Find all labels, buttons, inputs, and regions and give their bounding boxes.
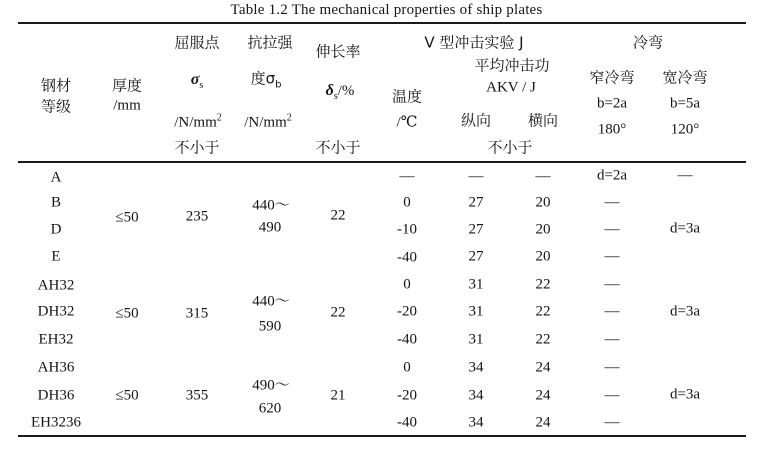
temp-cell: -40	[397, 414, 417, 431]
longitudinal-cell: 31	[468, 276, 484, 293]
transverse-cell: 24	[535, 414, 551, 431]
transverse-cell: 24	[535, 387, 551, 404]
header-thickness-line1: 厚度	[111, 76, 143, 95]
transverse-cell: 22	[535, 303, 551, 320]
yield-cell: 235	[185, 208, 209, 225]
header-steel-grade-line2: 等级	[40, 97, 72, 116]
transverse-cell: 20	[535, 194, 551, 211]
elongation-cell: 21	[330, 387, 346, 404]
header-bend-wide-angle: 120°	[670, 121, 700, 138]
table-caption: Table 1.2 The mechanical properties of ship plates	[230, 2, 543, 18]
header-impact-longitudinal: 纵向	[460, 111, 492, 130]
narrow-bend-cell: d=2a	[596, 167, 628, 184]
tensile-cell-line1: 490～	[252, 377, 290, 394]
transverse-cell: 22	[535, 276, 551, 293]
longitudinal-cell: 34	[468, 414, 484, 431]
header-tensile-unit: $/N/mm^2$	[244, 112, 292, 131]
top-rule	[18, 22, 746, 24]
narrow-bend-cell: —	[604, 276, 620, 293]
elongation-cell: 22	[330, 304, 346, 321]
transverse-cell: 20	[535, 221, 551, 238]
narrow-bend-cell: —	[604, 194, 620, 211]
header-impact-transverse: 横向	[527, 111, 559, 130]
bottom-rule	[18, 435, 746, 437]
header-yield-min: 不小于	[174, 138, 220, 157]
transverse-cell: —	[535, 168, 551, 185]
header-impact-min: 不小于	[487, 138, 533, 157]
header-bend-narrow-ratio: b=2a	[596, 95, 628, 112]
header-bend-narrow: 窄冷弯	[589, 68, 635, 87]
temp-cell: -40	[397, 331, 417, 348]
header-impact-akv: AKV / J	[486, 79, 536, 96]
longitudinal-cell: 34	[468, 359, 484, 376]
longitudinal-cell: 27	[468, 248, 484, 265]
header-bend-title: 冷弯	[632, 33, 664, 52]
header-tensile-label: 抗拉强	[247, 33, 293, 52]
narrow-bend-cell: —	[604, 414, 620, 431]
grade-cell: D	[50, 221, 62, 238]
longitudinal-cell: —	[468, 168, 484, 185]
longitudinal-cell: 31	[468, 303, 484, 320]
thickness-cell: ≤50	[115, 209, 139, 226]
narrow-bend-cell: —	[604, 303, 620, 320]
header-tensile-symbol: 度$\sigma_b$	[250, 69, 282, 91]
tensile-cell-line2: 490	[258, 219, 282, 236]
grade-cell: EH32	[38, 331, 74, 348]
narrow-bend-cell: —	[604, 221, 620, 238]
temp-cell: 0	[403, 276, 411, 293]
temp-cell: -20	[397, 387, 417, 404]
header-rule	[18, 161, 746, 163]
header-yield-label: 屈服点	[174, 33, 220, 52]
longitudinal-cell: 34	[468, 387, 484, 404]
header-impact-avg: 平均冲击功	[474, 56, 550, 75]
yield-cell: 315	[185, 305, 209, 322]
narrow-bend-cell: —	[604, 331, 620, 348]
header-elongation-symbol: $\delta_s/\%$	[325, 82, 355, 102]
transverse-cell: 20	[535, 248, 551, 265]
header-steel-grade-line1: 钢材	[40, 76, 72, 95]
wide-bend-cell: d=3a	[669, 303, 701, 320]
header-bend-narrow-angle: 180°	[597, 121, 627, 138]
tensile-cell-line1: 440～	[252, 197, 290, 214]
header-elongation-label: 伸长率	[315, 42, 361, 61]
grade-cell: DH32	[37, 303, 75, 320]
header-thickness-unit: /mm	[113, 97, 141, 114]
elongation-cell: 22	[330, 207, 346, 224]
temp-cell: —	[399, 168, 415, 185]
wide-bend-cell: d=3a	[669, 386, 701, 403]
longitudinal-cell: 31	[468, 331, 484, 348]
header-impact-title: V 型冲击实验 J	[424, 33, 524, 52]
header-bend-wide-ratio: b=5a	[669, 95, 701, 112]
transverse-cell: 22	[535, 331, 551, 348]
narrow-bend-cell: —	[604, 248, 620, 265]
grade-cell: E	[51, 248, 61, 265]
tensile-cell-line1: 440～	[252, 293, 290, 310]
tensile-cell-line2: 620	[258, 400, 282, 417]
longitudinal-cell: 27	[468, 194, 484, 211]
grade-cell: AH32	[37, 277, 75, 294]
header-yield-symbol: $\sigma_s$	[190, 71, 204, 91]
temp-cell: -40	[397, 249, 417, 266]
wide-bend-cell: —	[677, 167, 693, 184]
transverse-cell: 24	[535, 359, 551, 376]
thickness-cell: ≤50	[115, 387, 139, 404]
temp-cell: -20	[397, 303, 417, 320]
grade-cell: DH36	[37, 387, 75, 404]
grade-cell: A	[50, 169, 62, 186]
tensile-cell-line2: 590	[258, 318, 282, 335]
header-yield-unit: $/N/mm^2$	[174, 112, 222, 131]
temp-cell: -10	[397, 221, 417, 238]
header-elongation-min: 不小于	[315, 138, 361, 157]
grade-cell: EH3236	[31, 414, 81, 431]
narrow-bend-cell: —	[604, 359, 620, 376]
header-impact-temp-unit: /℃	[396, 114, 418, 131]
longitudinal-cell: 27	[468, 221, 484, 238]
wide-bend-cell: d=3a	[669, 220, 701, 237]
temp-cell: 0	[403, 359, 411, 376]
thickness-cell: ≤50	[115, 305, 139, 322]
grade-cell: B	[50, 194, 62, 211]
narrow-bend-cell: —	[604, 387, 620, 404]
grade-cell: AH36	[37, 359, 75, 376]
yield-cell: 355	[185, 387, 209, 404]
temp-cell: 0	[403, 194, 411, 211]
header-impact-temp: 温度	[391, 87, 423, 106]
header-bend-wide: 宽冷弯	[662, 68, 708, 87]
